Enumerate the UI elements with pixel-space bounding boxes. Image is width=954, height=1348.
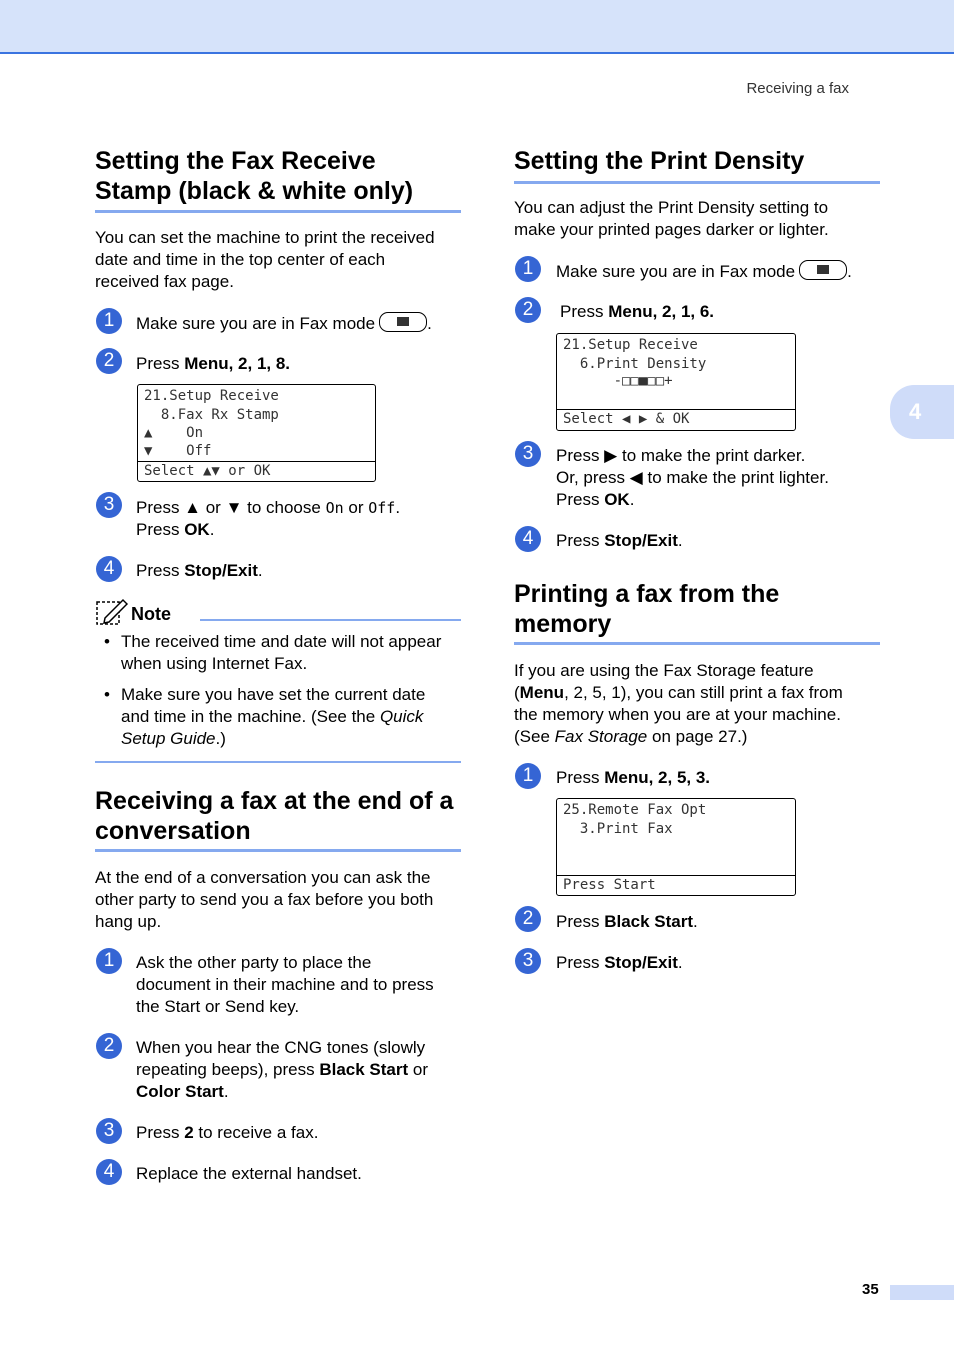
menu-key: Menu xyxy=(184,354,229,373)
section-rule xyxy=(514,642,880,645)
step-number-4: 4 xyxy=(96,556,122,582)
section-title-conversation: Receiving a fax at the end of a conversation xyxy=(95,787,454,845)
step-text: Make sure you are in Fax mode xyxy=(136,314,376,333)
memory-step-3: Press Stop/Exit. xyxy=(556,953,683,972)
step-number-3: 3 xyxy=(515,441,541,467)
conv-step-2: When you hear the CNG tones (slowly repeating beeps), press Black Start or Color Start. xyxy=(136,1038,429,1101)
title-line: Stamp (black & white only) xyxy=(95,177,414,205)
bullet: • xyxy=(104,685,110,704)
stamp-step-1: Make sure you are in Fax mode . xyxy=(136,314,432,333)
stamp-step-4: Press Stop/Exit. xyxy=(136,561,263,580)
fax-mode-icon xyxy=(799,260,847,280)
page-number-bar xyxy=(890,1285,954,1300)
density-intro: You can adjust the Print Density setting to make your printed pages darker or lighter. xyxy=(514,198,829,239)
section-rule xyxy=(95,849,461,852)
section-title-memory: Printing a fax from the memory xyxy=(514,580,780,638)
density-step-2: Press Menu, 2, 1, 6. xyxy=(560,302,715,321)
note-end-rule xyxy=(95,761,461,763)
fax-mode-icon xyxy=(379,312,427,332)
fax-storage-ref: Fax Storage xyxy=(554,727,648,746)
memory-step-1: Press Menu, 2, 5, 3. xyxy=(556,768,711,787)
density-step-3: Press ▶ to make the print darker. Or, press ◀ to make the print lighter. Press OK. xyxy=(556,446,829,509)
step-number-3: 3 xyxy=(515,948,541,974)
step-number-2: 2 xyxy=(96,1033,122,1059)
section-rule xyxy=(514,181,880,184)
title-line: Setting the Fax Receive xyxy=(95,147,376,175)
step-number-3: 3 xyxy=(96,1118,122,1144)
step-number-1: 1 xyxy=(96,308,122,334)
conversation-intro: At the end of a conversation you can ask the other party to send you a fax before you both hang up. xyxy=(95,868,434,931)
conv-step-3: Press 2 to receive a fax. xyxy=(136,1123,319,1142)
memory-intro: If you are using the Fax Storage feature (Menu, 2, 5, 1), you can still print a fax from the memory when you are at your machine. (See Fax Storage on page 27.) xyxy=(514,661,843,746)
section-title-density: Setting the Print Density xyxy=(514,147,805,175)
density-step-1: Make sure you are in Fax mode . xyxy=(556,262,852,281)
quick-setup-guide-ref: Quick xyxy=(379,707,424,726)
text-line: You can set the machine to print the received xyxy=(95,228,435,247)
step-number-4: 4 xyxy=(96,1159,122,1185)
note-pencil-icon xyxy=(95,596,129,628)
page-number: 35 xyxy=(862,1281,879,1298)
lcd-line: ▼ Off xyxy=(144,443,212,459)
chapter-tab: 4 xyxy=(890,385,954,439)
lcd-display: 25.Remote Fax Opt 3.Print Fax Press Start xyxy=(556,798,796,896)
bullet: • xyxy=(104,632,110,651)
lcd-line: 8.Fax Rx Stamp xyxy=(144,407,279,423)
lcd-display: 21.Setup Receive 6.Print Density -□□■□□+ Select ◀ ▶ & OK xyxy=(556,333,796,431)
running-title: Receiving a fax xyxy=(746,80,849,97)
step-number-1: 1 xyxy=(96,948,122,974)
stamp-step-3: Press ▲ or ▼ to choose On or Off. Press OK. xyxy=(136,498,401,539)
note-item-1: The received time and date will not appear when using Internet Fax. xyxy=(121,632,442,673)
step-number-2: 2 xyxy=(515,906,541,932)
step-number-2: 2 xyxy=(515,297,541,323)
conv-step-1: Ask the other party to place the document in their machine and to press the Start or Send key. xyxy=(136,953,434,1016)
step-number-1: 1 xyxy=(515,256,541,282)
lcd-line: 21.Setup Receive xyxy=(144,388,279,404)
lcd-line: Select ▲▼ or OK xyxy=(144,463,271,479)
lcd-display xyxy=(137,384,376,482)
step-number-3: 3 xyxy=(96,492,122,518)
stamp-step-2: Press Menu, 2, 1, 8. xyxy=(136,354,291,373)
header-band xyxy=(0,0,954,54)
density-step-4: Press Stop/Exit. xyxy=(556,531,683,550)
stamp-intro xyxy=(95,227,435,293)
section-rule xyxy=(95,210,461,213)
note-label: Note xyxy=(131,604,171,624)
step-number-4: 4 xyxy=(515,526,541,552)
note-rule xyxy=(200,619,461,621)
conv-step-4: Replace the external handset. xyxy=(136,1164,362,1183)
lcd-line: ▲ On xyxy=(144,425,204,441)
text-line: date and time in the top center of each xyxy=(95,250,386,269)
note-item-2: Make sure you have set the current date and time in the machine. (See the Quick Setup Guide.) xyxy=(121,685,426,748)
step-number-1: 1 xyxy=(515,763,541,789)
section-title-stamp xyxy=(95,146,413,206)
text-line: received fax page. xyxy=(95,272,234,291)
memory-step-2: Press Black Start. xyxy=(556,912,698,931)
step-number-2: 2 xyxy=(96,348,122,374)
